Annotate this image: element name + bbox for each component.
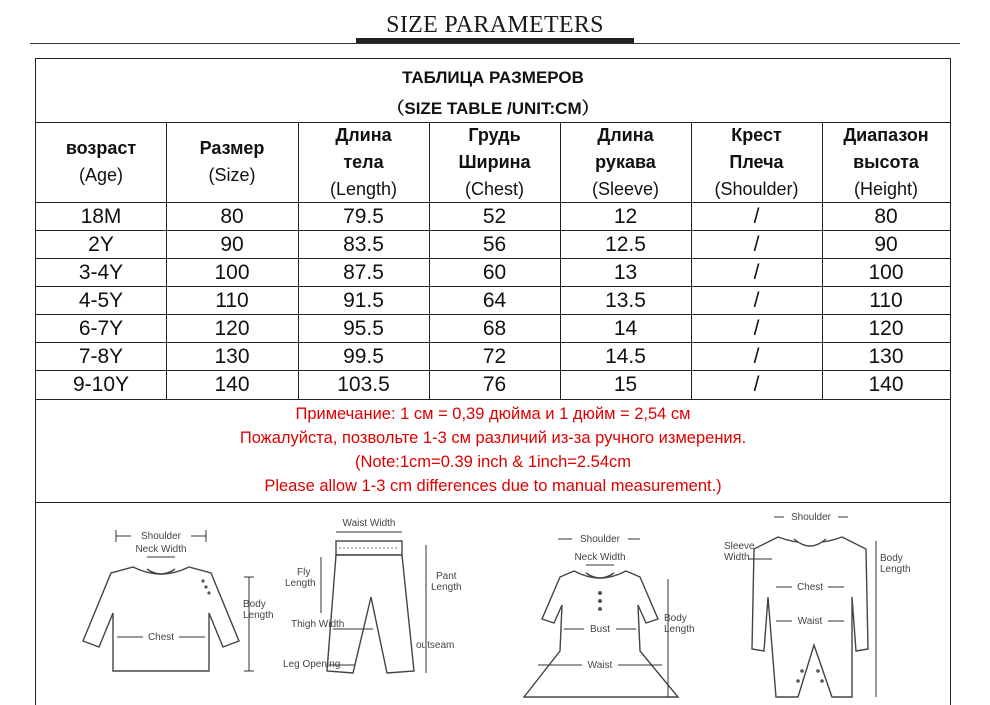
table-cell-sleeve: 14 <box>613 317 638 340</box>
table-cell-length: 103.5 <box>337 373 390 396</box>
col-header-length <box>298 122 429 202</box>
col-header-ru: Грудь <box>468 124 521 145</box>
table-cell-age: 4-5Y <box>78 289 124 312</box>
col-header-en: (Length) <box>329 178 398 199</box>
note-line-en-1: (Note:1cm=0.39 inch & 1inch=2.54cm <box>354 453 632 471</box>
table-cell-age: 9-10Y <box>72 373 130 396</box>
table-cell-shoulder: / <box>753 205 760 228</box>
dress-diagram <box>498 501 713 701</box>
col-header-ru: Размер <box>199 138 265 158</box>
col-header-en: (Chest) <box>464 178 524 199</box>
label-outseam: outseam <box>416 640 455 651</box>
table-cell-age: 2Y <box>88 233 114 256</box>
table-cell-size: 110 <box>215 289 249 312</box>
table-title-ru: ТАБЛИЦА РАЗМЕРОВ <box>402 68 584 87</box>
table-cell-shoulder: / <box>753 289 760 312</box>
table-cell-chest: 64 <box>482 289 507 312</box>
table-cell-shoulder: / <box>753 261 760 284</box>
table-cell-length: 79.5 <box>343 205 384 228</box>
label-neck-width: Neck Width <box>574 552 626 563</box>
note-line-en-2: Please allow 1-3 cm differences due to manual measurement.) <box>264 477 722 495</box>
table-cell-height: 140 <box>868 373 904 396</box>
label-chest: Chest <box>147 632 175 643</box>
table-cell-sleeve: 13.5 <box>605 289 646 312</box>
label-waist: Waist <box>797 616 823 627</box>
col-header-sleeve <box>560 122 691 202</box>
label-sleeve: Sleeve <box>724 541 755 552</box>
label-neck-width: Neck Width <box>135 544 187 555</box>
col-header-shoulder <box>691 122 822 202</box>
label-bust: Bust <box>589 624 611 635</box>
table-cell-age: 6-7Y <box>78 317 124 340</box>
label-fly: Fly <box>297 567 311 578</box>
label-fly-length: Length <box>285 578 316 589</box>
table-cell-length: 95.5 <box>343 317 384 340</box>
table-cell-length: 91.5 <box>343 289 384 312</box>
col-header-ru: Диапазон <box>843 124 929 145</box>
table-cell-sleeve: 13 <box>613 261 638 284</box>
sweater-diagram <box>61 501 276 701</box>
table-cell-height: 110 <box>869 289 903 312</box>
label-body: Body <box>243 599 266 610</box>
col-header-ru: возраст <box>65 138 137 158</box>
col-header-ru: рукава <box>595 151 656 172</box>
table-cell-chest: 72 <box>482 345 507 368</box>
col-header-height <box>822 122 950 202</box>
col-header-ru: Крест <box>731 124 782 145</box>
size-table-frame <box>35 58 951 705</box>
table-cell-chest: 68 <box>482 317 507 340</box>
label-shoulder: Shoulder <box>579 534 621 545</box>
table-cell-size: 80 <box>220 205 244 228</box>
label-body: Body <box>880 553 903 564</box>
table-cell-size: 140 <box>214 373 250 396</box>
col-header-en: (Sleeve) <box>591 178 660 199</box>
table-cell-height: 100 <box>868 261 904 284</box>
table-cell-size: 90 <box>220 233 244 256</box>
label-pant: Pant <box>436 571 457 582</box>
col-header-ru: Ширина <box>458 151 531 172</box>
table-cell-height: 120 <box>868 317 904 340</box>
table-cell-shoulder: / <box>753 317 760 340</box>
note-line-ru-1: Примечание: 1 см = 0,39 дюйма и 1 дюйм = 2,54 см <box>295 405 691 423</box>
table-cell-chest: 60 <box>482 261 507 284</box>
table-cell-length: 83.5 <box>343 233 384 256</box>
table-cell-chest: 56 <box>482 233 507 256</box>
page-title: SIZE PARAMETERS <box>386 12 604 38</box>
table-cell-size: 130 <box>214 345 250 368</box>
label-leg-opening: Leg Opening <box>283 659 341 670</box>
label-pant-length: Length <box>431 582 462 593</box>
col-header-size <box>166 122 298 202</box>
label-length: Length <box>664 624 695 635</box>
note-line-ru-2: Пожалуйста, позвольте 1-3 см различий из-за ручного измерения. <box>239 429 747 447</box>
col-header-en: (Size) <box>208 165 256 185</box>
table-cell-age: 7-8Y <box>78 345 124 368</box>
table-cell-age: 3-4Y <box>78 261 124 284</box>
col-header-en: (Height) <box>853 178 919 199</box>
title-rule <box>30 43 960 44</box>
table-cell-chest: 76 <box>482 373 507 396</box>
label-chest: Chest <box>796 582 824 593</box>
col-header-age <box>36 122 166 202</box>
divider <box>36 399 950 400</box>
label-sleeve-width: Width <box>724 552 750 563</box>
table-cell-sleeve: 12.5 <box>605 233 646 256</box>
label-waist: Waist <box>587 660 613 671</box>
table-cell-sleeve: 12 <box>613 205 638 228</box>
col-header-ru: Длина <box>335 124 392 145</box>
table-cell-shoulder: / <box>753 345 760 368</box>
table-cell-length: 99.5 <box>343 345 384 368</box>
col-header-ru: Длина <box>597 124 654 145</box>
col-header-ru: высота <box>853 151 919 172</box>
table-cell-chest: 52 <box>482 205 507 228</box>
col-header-en: (Shoulder) <box>714 178 799 199</box>
table-cell-height: 130 <box>868 345 904 368</box>
table-cell-sleeve: 15 <box>613 373 638 396</box>
pants-diagram <box>281 501 496 701</box>
label-shoulder: Shoulder <box>790 512 832 523</box>
label-body: Body <box>664 613 687 624</box>
col-header-en: (Age) <box>78 165 123 185</box>
table-cell-sleeve: 14.5 <box>605 345 646 368</box>
label-shoulder: Shoulder <box>140 531 182 542</box>
label-length: Length <box>880 564 911 575</box>
col-header-ru: тела <box>343 151 384 172</box>
table-cell-age: 18M <box>80 205 122 228</box>
label-length: Length <box>243 610 274 621</box>
table-cell-shoulder: / <box>753 373 760 396</box>
table-cell-size: 100 <box>214 261 250 284</box>
label-waist-width: Waist Width <box>342 518 396 529</box>
label-thigh-width: Thigh Width <box>291 619 345 630</box>
col-header-chest <box>429 122 560 202</box>
col-header-ru: Плеча <box>729 151 784 172</box>
table-cell-size: 120 <box>214 317 250 340</box>
table-title-en: （SIZE TABLE /UNIT:CM） <box>387 99 599 118</box>
table-cell-height: 80 <box>874 205 898 228</box>
table-cell-height: 90 <box>874 233 898 256</box>
table-cell-length: 87.5 <box>343 261 384 284</box>
romper-diagram <box>718 501 933 701</box>
table-cell-shoulder: / <box>753 233 760 256</box>
